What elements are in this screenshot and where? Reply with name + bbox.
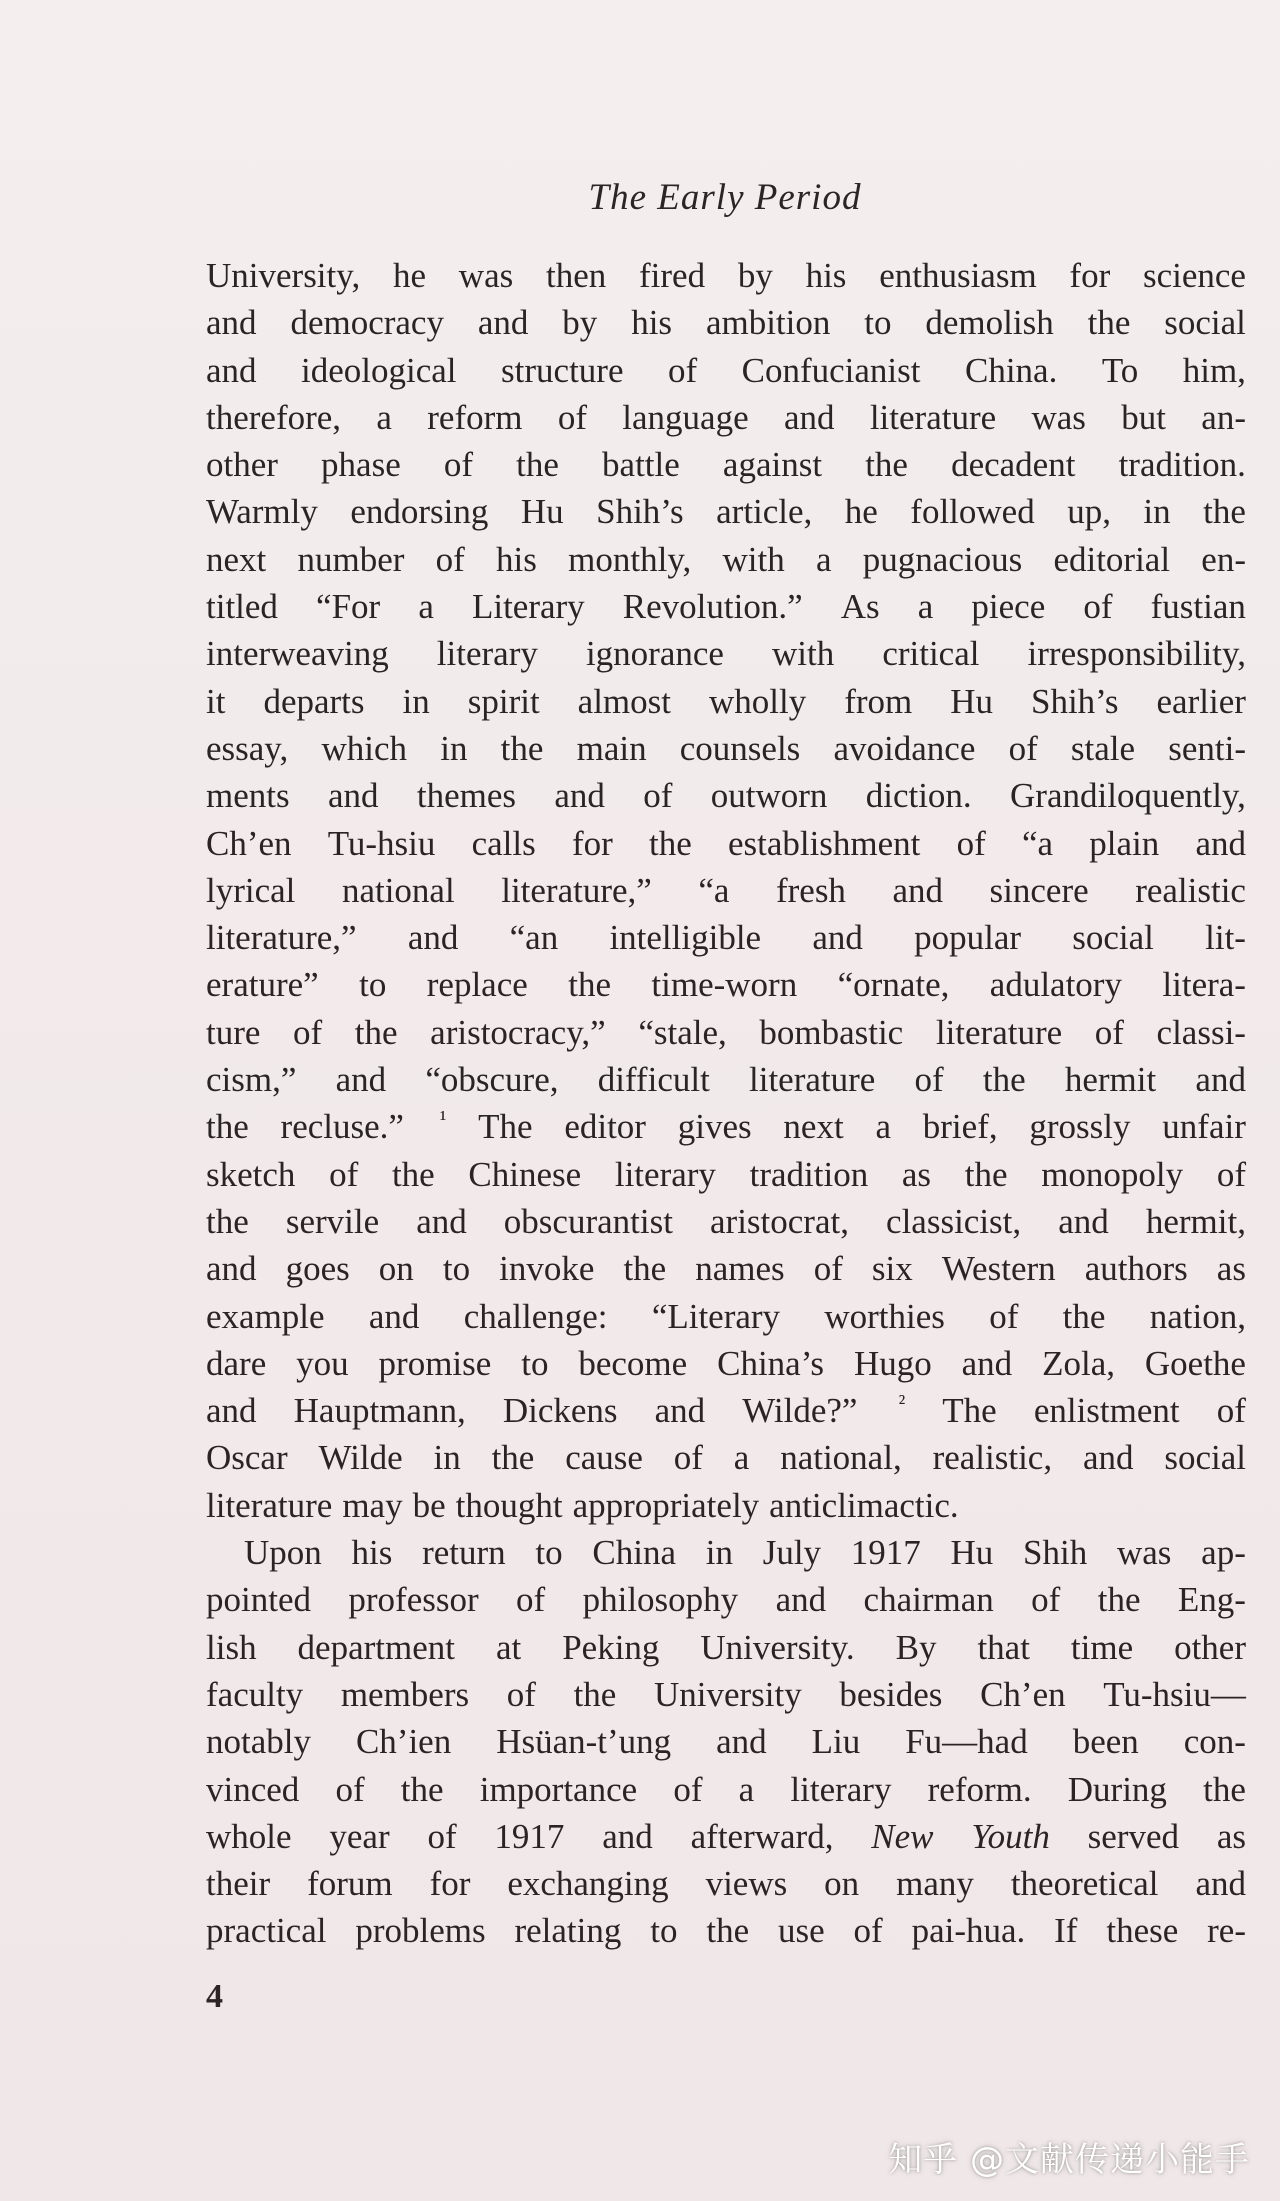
text-line: and goes on to invoke the names of six Western authors as bbox=[206, 1249, 1246, 1289]
text-line: it departs in spirit almost wholly from Hu Shih’s earlier bbox=[206, 681, 1246, 721]
text-line: therefore, a reform of language and literature was but an- bbox=[206, 397, 1246, 437]
text-line: lyrical national literature,” “a fresh and sincere realistic bbox=[206, 870, 1246, 910]
text-line: example and challenge: “Literary worthies of the nation, bbox=[206, 1296, 1246, 1336]
text-line: and democracy and by his ambition to demolish the social bbox=[206, 303, 1246, 343]
text-line: dare you promise to become China’s Hugo and Zola, Goethe bbox=[206, 1343, 1246, 1383]
text-line: literature,” and “an intelligible and popular social lit- bbox=[206, 918, 1246, 958]
text-line: interweaving literary ignorance with critical irresponsibility, bbox=[206, 634, 1246, 674]
text-line: literature may be thought appropriately anticlimactic. bbox=[206, 1485, 959, 1525]
page-number: 4 bbox=[206, 1978, 223, 2015]
text-line: and Hauptmann, Dickens and Wilde?” $^{^2}$ The enlistment of bbox=[206, 1390, 1246, 1431]
text-line: notably Ch’ien Hsüan-t’ung and Liu Fu—had been con- bbox=[206, 1722, 1246, 1762]
text-line: pointed professor of philosophy and chairman of the Eng- bbox=[206, 1580, 1246, 1620]
text-line: sketch of the Chinese literary tradition as the monopoly of bbox=[206, 1154, 1246, 1194]
text-line: vinced of the importance of a literary reform. During the bbox=[206, 1769, 1246, 1809]
text-line: the servile and obscurantist aristocrat, classicist, and hermit, bbox=[206, 1201, 1246, 1241]
text-line: Warmly endorsing Hu Shih’s article, he followed up, in the bbox=[206, 492, 1246, 532]
text-line: whole year of 1917 and afterward, New Youth served as bbox=[206, 1816, 1246, 1856]
running-head: The Early Period bbox=[588, 177, 862, 218]
text-line: the recluse.” $^{^1}$ The editor gives next a brief, grossly unfair bbox=[206, 1106, 1246, 1147]
text-line: titled “For a Literary Revolution.” As a piece of fustian bbox=[206, 587, 1246, 627]
text-line: and ideological structure of Confucianist China. To him, bbox=[206, 350, 1246, 390]
text-line: other phase of the battle against the decadent tradition. bbox=[206, 445, 1246, 485]
text-line: Upon his return to China in July 1917 Hu Shih was ap- bbox=[244, 1533, 1246, 1573]
text-line: lish department at Peking University. By that time other bbox=[206, 1627, 1246, 1667]
text-line: essay, which in the main counsels avoidance of stale senti- bbox=[206, 728, 1246, 768]
text-line: erature” to replace the time-worn “ornate, adulatory litera- bbox=[206, 965, 1246, 1005]
text-line: Ch’en Tu-hsiu calls for the establishment of “a plain and bbox=[206, 823, 1246, 863]
text-line: cism,” and “obscure, difficult literature of the hermit and bbox=[206, 1060, 1246, 1100]
body-text bbox=[206, 252, 1246, 1955]
text-line: ments and themes and of outworn diction. Grandiloquently, bbox=[206, 776, 1246, 816]
text-line: practical problems relating to the use of pai-hua. If these re- bbox=[206, 1911, 1246, 1951]
watermark: 知乎 @文献传递小能手 bbox=[888, 2140, 1250, 2180]
text-line: next number of his monthly, with a pugnacious editorial en- bbox=[206, 539, 1246, 579]
text-line: University, he was then fired by his enthusiasm for science bbox=[206, 256, 1246, 295]
text-line: Oscar Wilde in the cause of a national, realistic, and social bbox=[206, 1438, 1246, 1478]
text-line: ture of the aristocracy,” “stale, bombastic literature of classi- bbox=[206, 1012, 1246, 1052]
text-line: their forum for exchanging views on many theoretical and bbox=[206, 1864, 1246, 1904]
text-line: faculty members of the University besides Ch’en Tu-hsiu— bbox=[206, 1674, 1246, 1714]
